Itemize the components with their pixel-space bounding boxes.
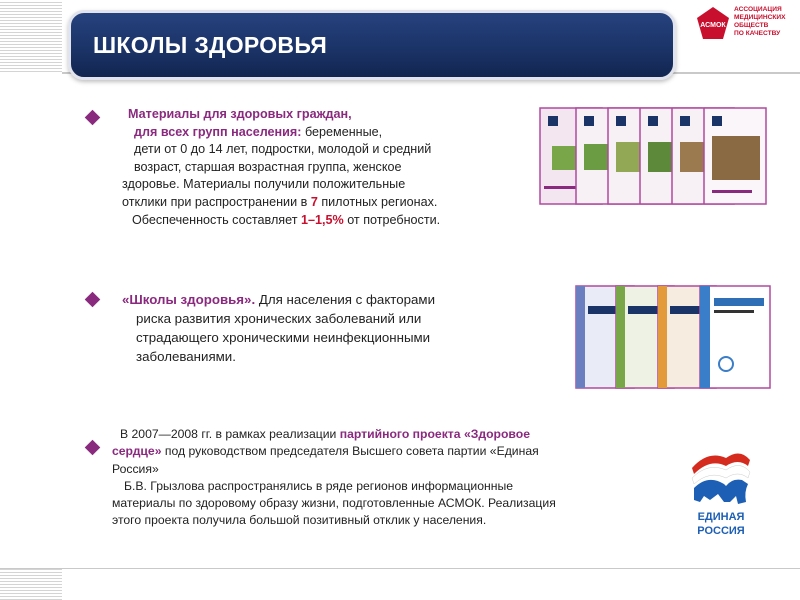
body-text: заболеваниями. [136,349,236,364]
body-text: этого проекта получила большой позитивный отклик у населения. [112,513,487,528]
brochure-covers [540,108,766,204]
body-text: риска развития хронических заболеваний или [136,311,422,326]
page-title: ШКОЛЫ ЗДОРОВЬЯ [93,32,328,58]
body-text: дети от 0 до 14 лет, подростки, молодой и средний [134,142,432,157]
body-text: возраст, старшая возрастная группа, женское [134,159,402,174]
bullet-diamond-icon [85,110,101,126]
section-healthy-heart-project [112,426,652,530]
body-text: В 2007—2008 гг. в рамках реализации [120,427,340,441]
body-text: Обеспеченность составляет [132,212,301,227]
project-name: сердце» [112,444,162,459]
footer-divider [0,568,800,569]
school-booklets-image [574,284,774,390]
brochures-image [538,106,768,206]
regions-count: 7 [310,194,318,209]
logo-line-1: ЕДИНАЯ [697,511,745,523]
logo-line-2: РОССИЯ [697,525,745,537]
section-schools [122,290,527,366]
logo-badge-text: АСМОК [700,22,726,29]
body-text: беременные, [301,124,383,139]
booklet-covers [576,286,770,388]
decorative-stripes-bottom [0,568,62,600]
asmok-logo-icon [696,6,730,40]
decorative-stripes-top [0,0,62,72]
org-line: АССОЦИАЦИЯ [734,6,782,13]
emphasis-text: для всех групп населения: [134,124,302,139]
body-text: Россия» [112,461,159,476]
project-name: партийного проекта «Здоровое [339,427,530,441]
section-heading: Материалы для здоровых граждан, [128,107,352,121]
bullet-diamond-icon [85,292,101,308]
body-text: отклики при распространении в [122,194,311,209]
org-line: ПО КАЧЕСТВУ [734,30,781,37]
organization-name [734,6,800,38]
title-banner [68,10,676,80]
body-text: Б.В. Грызлова распространялись в ряде регионов информационные [124,478,514,493]
org-line: ОБЩЕСТВ [734,22,769,29]
body-text: страдающего хроническими неинфекционными [136,330,431,345]
body-text: материалы по здоровому образу жизни, подготовленные АСМОК. Реализация [112,496,556,511]
body-text: под руководством председателя Высшего совета партии «Единая [161,444,539,459]
bullet-diamond-icon [85,440,101,456]
coverage-value: 1–1,5% [300,212,344,227]
body-text: от потребности. [343,212,441,227]
org-line: МЕДИЦИНСКИХ [734,14,786,21]
section-materials [112,106,522,229]
body-text: здоровье. Материалы получили положительные [122,177,406,192]
united-russia-logo-icon [688,444,754,540]
body-text: Для населения с факторами [255,292,435,307]
body-text: пилотных регионах. [317,194,438,209]
emphasis-text: «Школы здоровья». [122,292,256,307]
